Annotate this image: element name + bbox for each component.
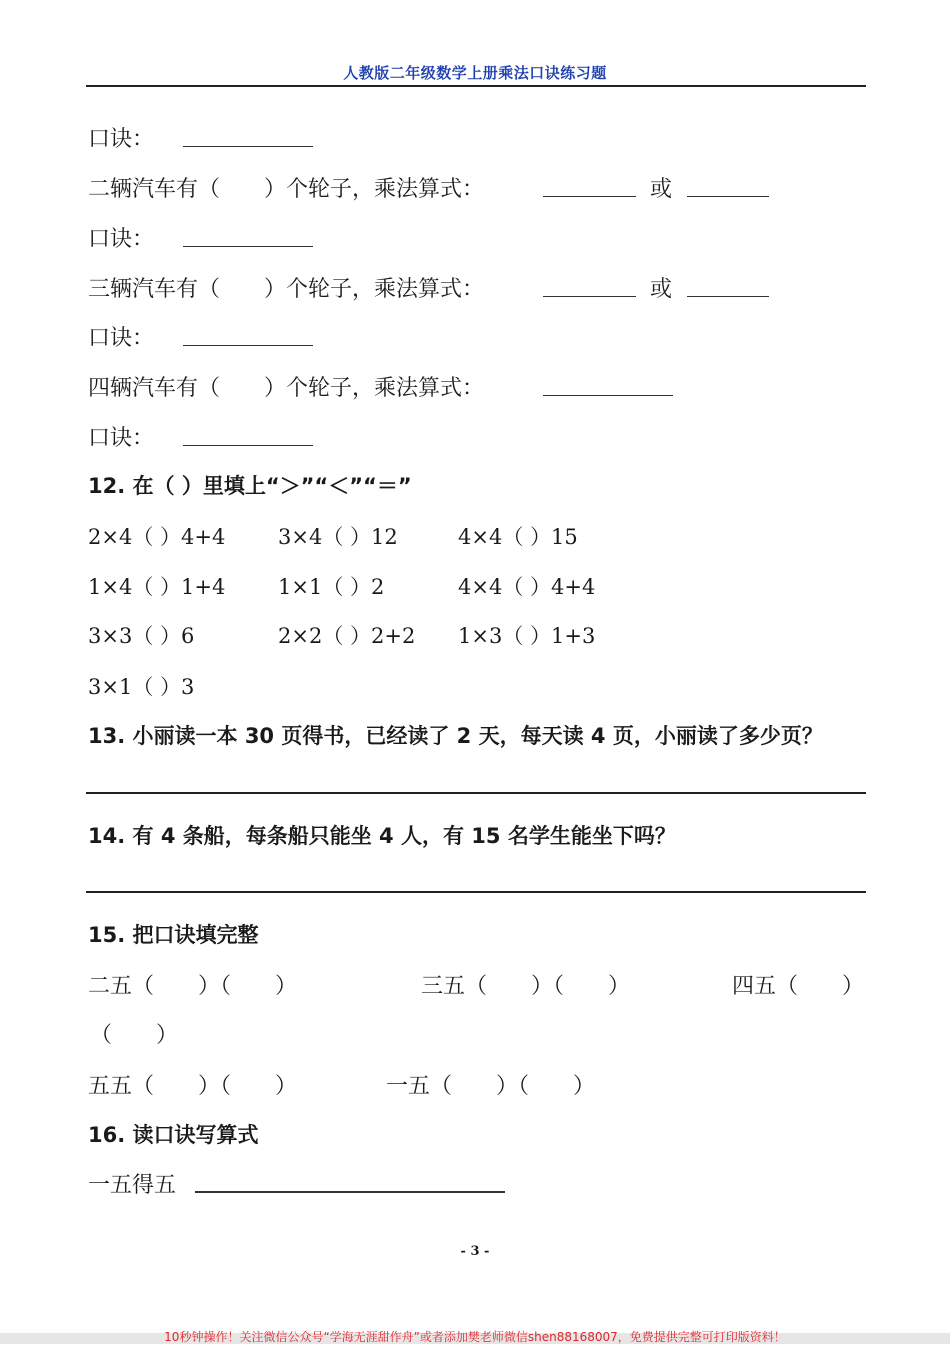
- cars-row-2-text: 二辆汽车有（ ）个轮子，乘法算式：: [88, 177, 485, 202]
- page-number: - 3 -: [460, 1244, 490, 1259]
- q16-item: 一五得五: [88, 1173, 177, 1198]
- q15-item[interactable]: 五五（ ）（ ）: [88, 1074, 298, 1099]
- cars-row-4-formula-blank[interactable]: [543, 395, 673, 396]
- cars-row-3-or: 或: [650, 277, 673, 302]
- q12-item[interactable]: 1×4（ ）1+4: [88, 575, 226, 599]
- cars-row-2-alt-blank[interactable]: [687, 196, 769, 197]
- cars-row-2-formula-blank[interactable]: [543, 196, 636, 197]
- header-rule: [86, 85, 866, 87]
- q12-item[interactable]: 1×3（ ）1+3: [458, 624, 596, 648]
- q13-title: 13. 小丽读一本 30 页得书，已经读了 2 天，每天读 4 页，小丽读了多少页？: [88, 724, 823, 748]
- koujue-blank[interactable]: [183, 345, 313, 346]
- q15-item[interactable]: 二五（ ）（ ）: [88, 974, 298, 999]
- koujue-label: 口诀：: [88, 227, 155, 252]
- koujue-blank[interactable]: [183, 246, 313, 247]
- q15-item-continued[interactable]: （ ）: [90, 1023, 179, 1048]
- cars-row-3-alt-blank[interactable]: [687, 296, 769, 297]
- cars-row-2-or: 或: [650, 177, 673, 202]
- q15-title: 15. 把口诀填完整: [88, 923, 259, 947]
- q16-answer-blank[interactable]: [195, 1191, 505, 1193]
- q12-item[interactable]: 4×4（ ）15: [458, 525, 578, 549]
- cars-row-3-formula-blank[interactable]: [543, 296, 636, 297]
- cars-row-3-text: 三辆汽车有（ ）个轮子，乘法算式：: [88, 277, 485, 302]
- q12-title: 12. 在（ ）里填上“＞”“＜”“＝”: [88, 474, 412, 498]
- koujue-label: 口诀：: [88, 127, 155, 152]
- q12-item[interactable]: 3×4（ ）12: [278, 525, 398, 549]
- q12-item[interactable]: 3×3（ ）6: [88, 624, 195, 648]
- q14-title: 14. 有 4 条船，每条船只能坐 4 人，有 15 名学生能坐下吗？: [88, 824, 676, 848]
- cars-row-4-text: 四辆汽车有（ ）个轮子，乘法算式：: [88, 376, 485, 401]
- footer-note: 10秒钟操作！关注微信公众号“学海无涯甜作舟”或者添加樊老师微信shen88168007，免费提供完整可打印版资料！: [164, 1330, 786, 1344]
- q15-item[interactable]: 四五（ ）: [732, 974, 865, 999]
- q12-item[interactable]: 2×4（ ）4+4: [88, 525, 226, 549]
- koujue-label: 口诀：: [88, 326, 155, 351]
- koujue-blank[interactable]: [183, 146, 313, 147]
- page-header-title: 人教版二年级数学上册乘法口诀练习题: [343, 64, 607, 82]
- q14-answer-line[interactable]: [86, 891, 866, 893]
- q15-item[interactable]: 三五（ ）（ ）: [421, 974, 631, 999]
- q13-answer-line[interactable]: [86, 792, 866, 794]
- q12-item[interactable]: 2×2（ ）2+2: [278, 624, 416, 648]
- koujue-label: 口诀：: [88, 426, 155, 451]
- q15-item[interactable]: 一五（ ）（ ）: [386, 1074, 596, 1099]
- q16-title: 16. 读口诀写算式: [88, 1123, 259, 1147]
- q12-item[interactable]: 1×1（ ）2: [278, 575, 385, 599]
- q12-item[interactable]: 3×1（ ）3: [88, 675, 195, 699]
- q12-item[interactable]: 4×4（ ）4+4: [458, 575, 596, 599]
- koujue-blank[interactable]: [183, 445, 313, 446]
